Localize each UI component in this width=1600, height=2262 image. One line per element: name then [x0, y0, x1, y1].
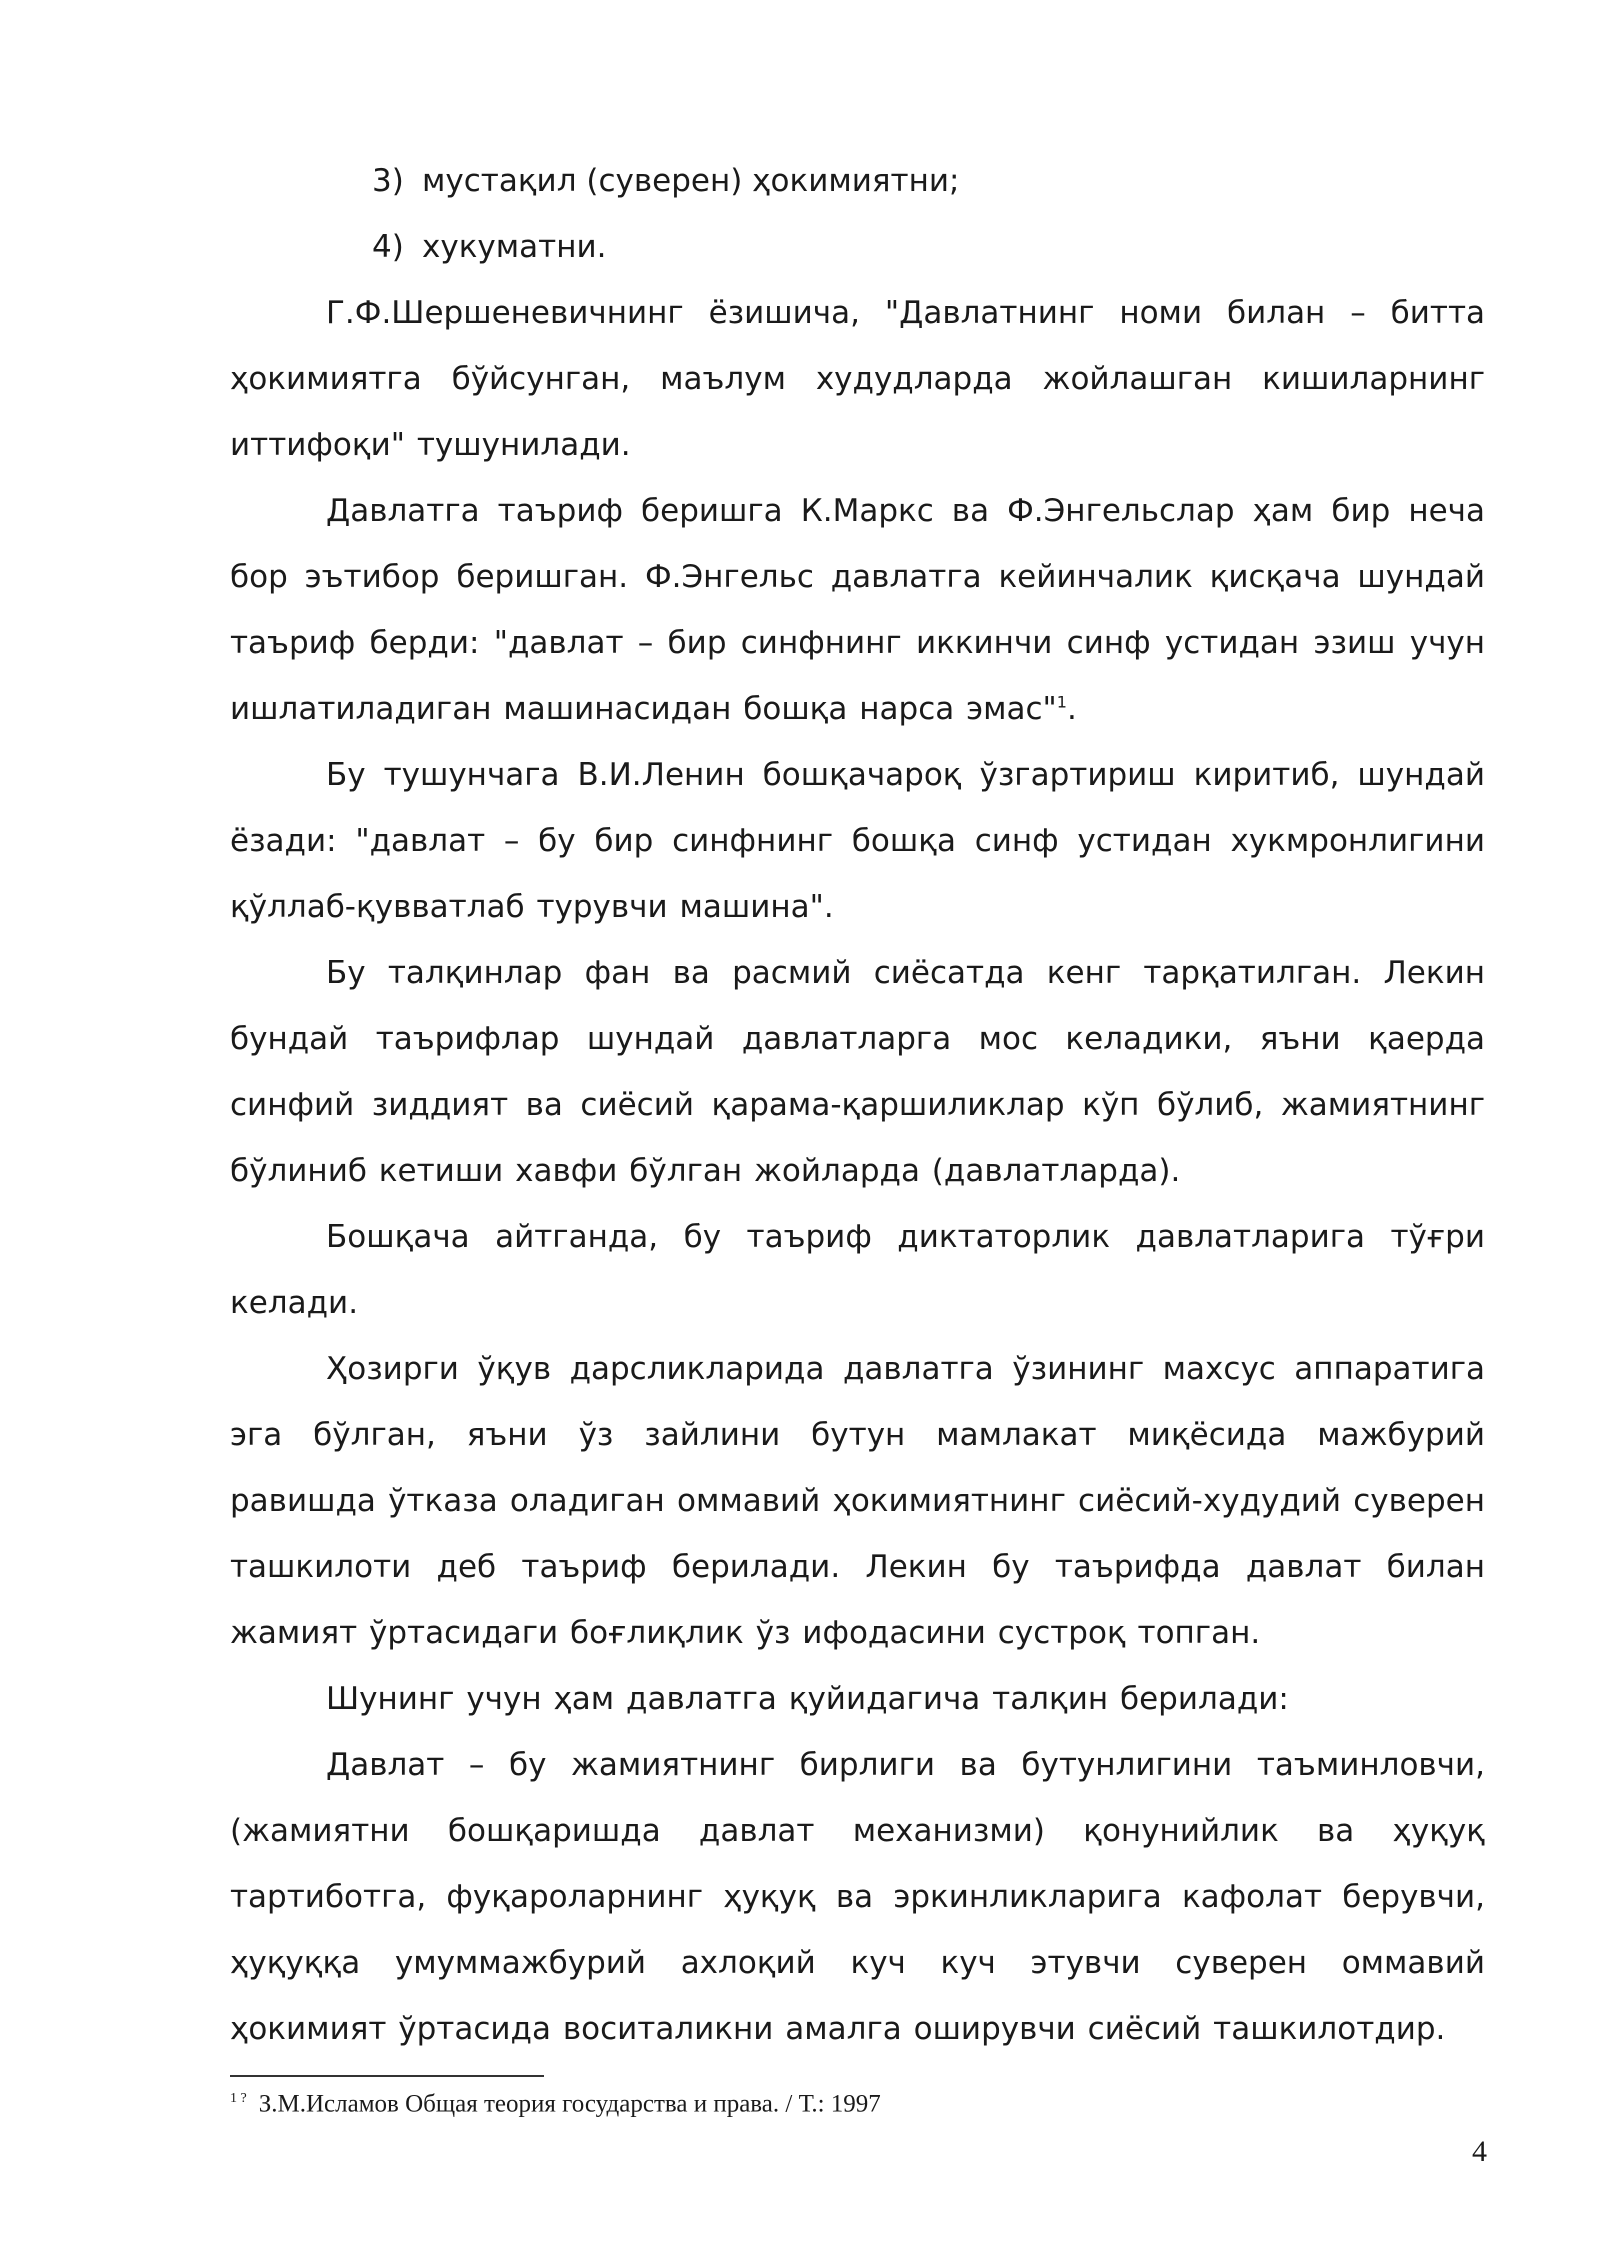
footnote-text: З.М.Исламов Общая теория государства и права. / Т.: 1997 [258, 2090, 881, 2118]
list-item-text: хукуматни. [422, 229, 607, 265]
page-body [230, 148, 1485, 2062]
list-item-text: мустақил (суверен) ҳокимиятни; [422, 163, 960, 199]
paragraph: Бу тушунчага В.И.Ленин бошқачароқ ўзгартириш киритиб, шундай ёзади: "давлат – бу бир синфнинг бошқа синф устидан хукмронлигини қўллаб-қувватлаб турувчи машина". [230, 757, 1485, 925]
footnote-separator [230, 2075, 544, 2077]
paragraph: Шунинг учун ҳам давлатга қуйидагича талқин берилади: [326, 1681, 1289, 1717]
paragraph: Давлат – бу жамиятнинг бирлиги ва бутунлигини таъминловчи, (жамиятни бошқаришда давлат механизми) қонунийлик ва ҳуқуқ тартиботга, фуқароларнинг ҳуқуқ ва эркинликларига кафолат берувчи, ҳуқуққа умуммажбурий ахлоқий куч куч этувчи суверен оммавий ҳокимият ўртасида воситаликни амалга оширувчи сиёсий ташкилотдир. [230, 1747, 1485, 2047]
page-number: 4 [1472, 2135, 1487, 2168]
paragraph [230, 478, 1485, 742]
paragraph: Ҳозирги ўқув дарсликларида давлатга ўзининг махсус аппаратига эга бўлган, яъни ўз зайлини бутун мамлакат миқёсида мажбурий равишда ўтказа оладиган оммавий ҳокимиятнинг сиёсий-худудий суверен ташкилоти деб таъриф берилади. Лекин бу таърифда давлат билан жамият ўртасидаги боғлиқлик ўз ифодасини сустроқ топган. [230, 1351, 1485, 1651]
paragraph: Бошқача айтганда, бу таъриф диктаторлик давлатларига тўғри келади. [230, 1219, 1485, 1321]
paragraph-end: . [1066, 691, 1077, 727]
footnote-mark: 1 ? [230, 2091, 247, 2106]
paragraph: Бу талқинлар фан ва расмий сиёсатда кенг тарқатилган. Лекин бундай таърифлар шундай давлатларга мос келадики, яъни қаерда синфий зиддият ва сиёсий қарама-қаршиликлар кўп бўлиб, жамиятнинг бўлиниб кетиши хавфи бўлган жойларда (давлатларда). [230, 955, 1485, 1189]
footnote [230, 2082, 1430, 2121]
list-item-number: 4) [372, 229, 404, 265]
list-item-number: 3) [372, 163, 404, 199]
paragraph: Г.Ф.Шершеневичнинг ёзишича, "Давлатнинг номи билан – битта ҳокимиятга бўйсунган, маълум худудларда жойлашган кишиларнинг иттифоқи" тушунилади. [230, 295, 1485, 463]
list-item [230, 148, 1485, 214]
footnote-reference[interactable]: 1 [1056, 692, 1067, 712]
paragraph-text: Давлатга таъриф беришга К.Маркс ва Ф.Энгельслар ҳам бир неча бор эътибор беришган. Ф.Энгельс давлатга кейинчалик қисқача шундай таъриф берди: "давлат – бир синфнинг иккинчи синф устидан эзиш учун ишлатиладиган машинасидан бошқа нарса эмас" [230, 493, 1485, 727]
list-item [230, 214, 1485, 280]
